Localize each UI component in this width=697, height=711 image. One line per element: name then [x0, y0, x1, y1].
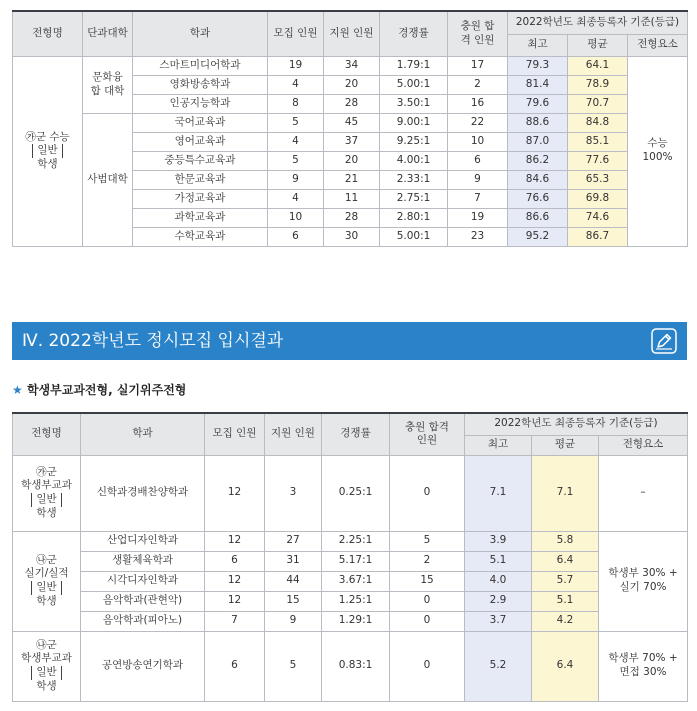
type-mark: ㉮군 수능 — [25, 130, 70, 143]
dept-cell: 음악학과(피아노) — [81, 611, 205, 631]
waitlist-cell: 16 — [448, 94, 508, 113]
pencil-icon — [651, 328, 677, 354]
quota-cell: 6 — [205, 551, 265, 571]
avg-cell: 65.3 — [568, 170, 628, 189]
waitlist-cell: 2 — [390, 551, 465, 571]
avg-cell: 74.6 — [568, 208, 628, 227]
quota-cell: 9 — [268, 170, 324, 189]
header-avg: 평균 — [568, 34, 628, 56]
applicants-cell: 28 — [324, 94, 380, 113]
type-name: 학생부교과 — [21, 652, 72, 665]
avg-cell: 86.7 — [568, 227, 628, 246]
section-title: Ⅳ. 2022학년도 정시모집 입시결과 — [22, 331, 284, 351]
college-cell: 문화융합 대학 — [83, 56, 133, 113]
ratio-cell: 1.29:1 — [322, 611, 390, 631]
header-element: 전형요소 — [599, 435, 688, 455]
waitlist-cell: 10 — [448, 132, 508, 151]
type-cell — [13, 455, 81, 531]
best-cell: 88.6 — [508, 113, 568, 132]
type-mark: ㉯군 — [36, 638, 57, 651]
waitlist-cell: 17 — [448, 56, 508, 75]
ratio-cell: 5.00:1 — [380, 227, 448, 246]
dept-cell: 수학교육과 — [133, 227, 268, 246]
ratio-cell: 3.50:1 — [380, 94, 448, 113]
element-cell: 학생부 70% + 면접 30% — [599, 631, 688, 701]
waitlist-cell: 23 — [448, 227, 508, 246]
ratio-cell: 9.25:1 — [380, 132, 448, 151]
element-cell: 학생부 30% + 실기 70% — [599, 531, 688, 631]
header-college: 단과대학 — [83, 11, 133, 56]
best-cell: 79.3 — [508, 56, 568, 75]
applicants-cell: 44 — [265, 571, 322, 591]
type-bracket: 일반 — [31, 493, 61, 507]
applicants-cell: 31 — [265, 551, 322, 571]
type-cell — [13, 531, 81, 631]
quota-cell: 6 — [268, 227, 324, 246]
avg-cell: 69.8 — [568, 189, 628, 208]
applicants-cell: 27 — [265, 531, 322, 551]
applicants-cell: 28 — [324, 208, 380, 227]
ratio-cell: 1.25:1 — [322, 591, 390, 611]
waitlist-cell: 0 — [390, 631, 465, 701]
best-cell: 2.9 — [465, 591, 532, 611]
element-cell: – — [599, 455, 688, 531]
best-cell: 81.4 — [508, 75, 568, 94]
dept-cell: 영화방송학과 — [133, 75, 268, 94]
avg-cell: 84.8 — [568, 113, 628, 132]
header-best: 최고 — [508, 34, 568, 56]
avg-cell: 7.1 — [532, 455, 599, 531]
waitlist-cell: 0 — [390, 591, 465, 611]
applicants-cell: 3 — [265, 455, 322, 531]
ratio-cell: 0.25:1 — [322, 455, 390, 531]
quota-cell: 4 — [268, 132, 324, 151]
quota-cell: 4 — [268, 75, 324, 94]
element-cell: 수능 100% — [628, 56, 688, 246]
applicants-cell: 5 — [265, 631, 322, 701]
applicants-cell: 37 — [324, 132, 380, 151]
waitlist-cell: 7 — [448, 189, 508, 208]
ratio-cell: 3.67:1 — [322, 571, 390, 591]
type-mark: ㉯군 — [36, 553, 57, 566]
admission-table-1 — [12, 10, 688, 247]
best-cell: 5.2 — [465, 631, 532, 701]
waitlist-cell: 9 — [448, 170, 508, 189]
avg-cell: 5.7 — [532, 571, 599, 591]
best-cell: 86.2 — [508, 151, 568, 170]
quota-cell: 5 — [268, 151, 324, 170]
dept-cell: 스마트미디어학과 — [133, 56, 268, 75]
dept-cell: 가정교육과 — [133, 189, 268, 208]
ratio-cell: 1.79:1 — [380, 56, 448, 75]
avg-cell: 6.4 — [532, 551, 599, 571]
waitlist-cell: 2 — [448, 75, 508, 94]
ratio-cell: 2.80:1 — [380, 208, 448, 227]
header-applicants: 지원 인원 — [324, 11, 380, 56]
dept-cell: 시각디자인학과 — [81, 571, 205, 591]
header-quota: 모집 인원 — [205, 413, 265, 455]
applicants-cell: 21 — [324, 170, 380, 189]
dept-cell: 공연방송연기학과 — [81, 631, 205, 701]
waitlist-cell: 0 — [390, 611, 465, 631]
dept-cell: 신학과경배찬양학과 — [81, 455, 205, 531]
ratio-cell: 5.17:1 — [322, 551, 390, 571]
header-type: 전형명 — [13, 11, 83, 56]
header-avg: 평균 — [532, 435, 599, 455]
avg-cell: 78.9 — [568, 75, 628, 94]
type-sub: 학생 — [36, 594, 57, 607]
waitlist-cell: 0 — [390, 455, 465, 531]
type-sub: 학생 — [36, 506, 57, 519]
dept-cell: 한문교육과 — [133, 170, 268, 189]
applicants-cell: 30 — [324, 227, 380, 246]
dept-cell: 중등특수교육과 — [133, 151, 268, 170]
header-dept: 학과 — [133, 11, 268, 56]
ratio-cell: 0.83:1 — [322, 631, 390, 701]
quota-cell: 12 — [205, 531, 265, 551]
best-cell: 86.6 — [508, 208, 568, 227]
type-bracket: 일반 — [31, 666, 61, 680]
type-bracket: 일반 — [32, 144, 62, 158]
applicants-cell: 20 — [324, 75, 380, 94]
applicants-cell: 15 — [265, 591, 322, 611]
best-cell: 84.6 — [508, 170, 568, 189]
avg-cell: 5.8 — [532, 531, 599, 551]
ratio-cell: 2.25:1 — [322, 531, 390, 551]
header-applicants: 지원 인원 — [265, 413, 322, 455]
quota-cell: 12 — [205, 591, 265, 611]
quota-cell: 12 — [205, 455, 265, 531]
applicants-cell: 11 — [324, 189, 380, 208]
admission-table-2 — [12, 412, 688, 702]
avg-cell: 4.2 — [532, 611, 599, 631]
waitlist-cell: 22 — [448, 113, 508, 132]
avg-cell: 64.1 — [568, 56, 628, 75]
dept-cell: 국어교육과 — [133, 113, 268, 132]
type-cell — [13, 631, 81, 701]
type-mark: ㉮군 — [36, 465, 57, 478]
quota-cell: 5 — [268, 113, 324, 132]
header-quota: 모집 인원 — [268, 11, 324, 56]
best-cell: 87.0 — [508, 132, 568, 151]
header-standard: 2022학년도 최종등록자 기준(등급) — [508, 11, 688, 34]
avg-cell: 70.7 — [568, 94, 628, 113]
ratio-cell: 2.75:1 — [380, 189, 448, 208]
applicants-cell: 34 — [324, 56, 380, 75]
applicants-cell: 9 — [265, 611, 322, 631]
waitlist-cell: 6 — [448, 151, 508, 170]
header-ratio: 경쟁률 — [322, 413, 390, 455]
best-cell: 3.9 — [465, 531, 532, 551]
dept-cell: 영어교육과 — [133, 132, 268, 151]
best-cell: 76.6 — [508, 189, 568, 208]
quota-cell: 6 — [205, 631, 265, 701]
best-cell: 3.7 — [465, 611, 532, 631]
type-sub: 학생 — [37, 157, 58, 170]
type-bracket: 일반 — [31, 581, 61, 595]
best-cell: 79.6 — [508, 94, 568, 113]
waitlist-cell: 19 — [448, 208, 508, 227]
best-cell: 4.0 — [465, 571, 532, 591]
quota-cell: 7 — [205, 611, 265, 631]
type-sub: 학생 — [36, 679, 57, 692]
header-ratio: 경쟁률 — [380, 11, 448, 56]
star-icon: ★ — [12, 383, 23, 397]
college-cell: 사범대학 — [83, 113, 133, 246]
applicants-cell: 45 — [324, 113, 380, 132]
waitlist-cell: 5 — [390, 531, 465, 551]
header-type: 전형명 — [13, 413, 81, 455]
dept-cell: 과학교육과 — [133, 208, 268, 227]
header-waitlist: 충원 합격 인원 — [448, 11, 508, 56]
ratio-cell: 2.33:1 — [380, 170, 448, 189]
applicants-cell: 20 — [324, 151, 380, 170]
quota-cell: 10 — [268, 208, 324, 227]
dept-cell: 생활체육학과 — [81, 551, 205, 571]
header-standard: 2022학년도 최종등록자 기준(등급) — [465, 413, 688, 435]
type-name: 실기/실적 — [24, 567, 69, 580]
best-cell: 95.2 — [508, 227, 568, 246]
avg-cell: 6.4 — [532, 631, 599, 701]
dept-cell: 인공지능학과 — [133, 94, 268, 113]
best-cell: 5.1 — [465, 551, 532, 571]
header-element: 전형요소 — [628, 34, 688, 56]
quota-cell: 19 — [268, 56, 324, 75]
ratio-cell: 9.00:1 — [380, 113, 448, 132]
header-waitlist: 충원 합격 인원 — [390, 413, 465, 455]
ratio-cell: 4.00:1 — [380, 151, 448, 170]
avg-cell: 85.1 — [568, 132, 628, 151]
quota-cell: 8 — [268, 94, 324, 113]
header-best: 최고 — [465, 435, 532, 455]
avg-cell: 77.6 — [568, 151, 628, 170]
dept-cell: 음악학과(관현악) — [81, 591, 205, 611]
subheading-text: 학생부교과전형, 실기위주전형 — [26, 383, 187, 397]
avg-cell: 5.1 — [532, 591, 599, 611]
quota-cell: 4 — [268, 189, 324, 208]
type-cell — [13, 56, 83, 246]
subheading — [12, 381, 186, 398]
dept-cell: 산업디자인학과 — [81, 531, 205, 551]
header-dept: 학과 — [81, 413, 205, 455]
best-cell: 7.1 — [465, 455, 532, 531]
waitlist-cell: 15 — [390, 571, 465, 591]
type-name: 학생부교과 — [21, 479, 72, 492]
quota-cell: 12 — [205, 571, 265, 591]
ratio-cell: 5.00:1 — [380, 75, 448, 94]
section-banner — [12, 322, 687, 360]
